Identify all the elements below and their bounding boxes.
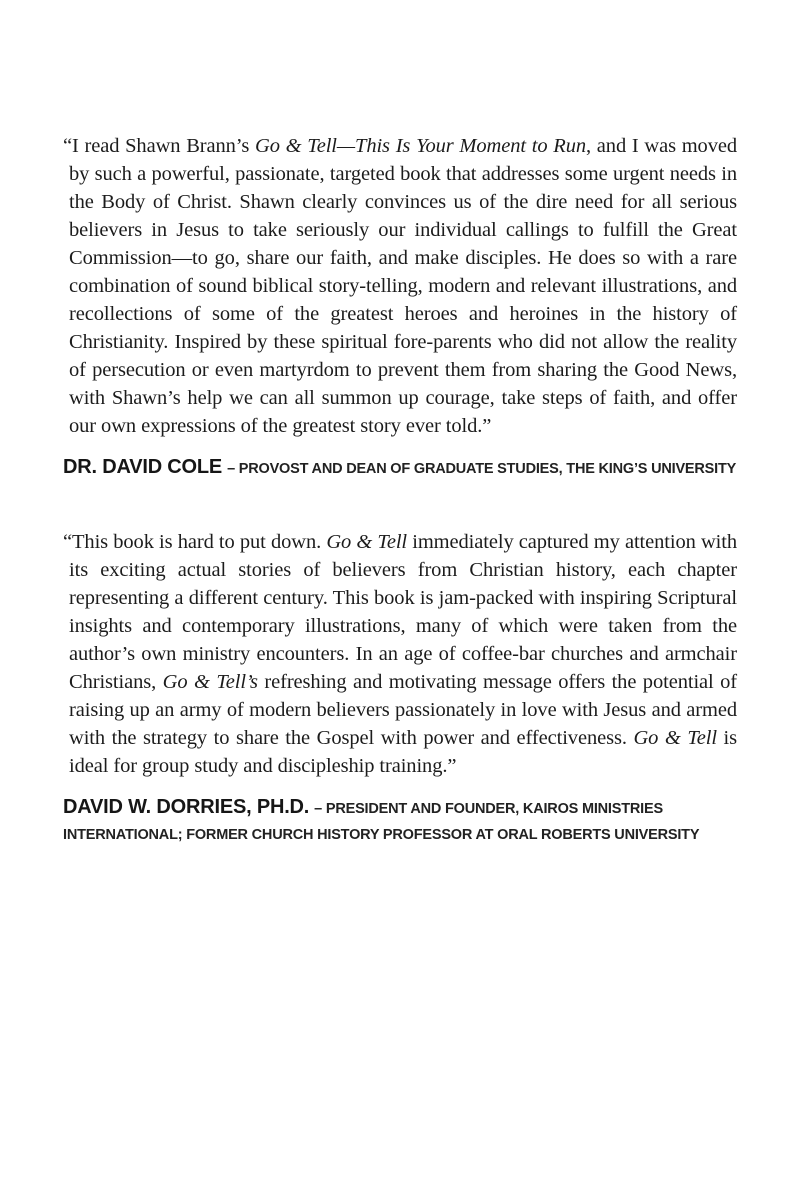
quote-text: “I read Shawn Brann’s [63, 135, 256, 157]
attribution-title-1: – PROVOST AND DEAN OF GRADUATE STUDIES, THE KING’S UNIVERSITY [227, 461, 737, 477]
book-title-italic: Go & Tell [326, 531, 408, 553]
quote-text: refreshing and motivating message offers the potential of raising up an army of modern believers passionately in love with Jesus and armed with the strategy to share the Gospel with power and effectiveness. [69, 671, 737, 749]
quote-text: is ideal for group study and discipleship training.” [69, 727, 737, 777]
attribution-title-2: – PRESIDENT AND FOUNDER, KAIROS MINISTRIES INTERNATIONAL; FORMER CHURCH HISTORY PROFESSOR AT ORAL ROBERTS UNIVERSITY [63, 801, 700, 843]
endorsement-block-1 [63, 132, 737, 482]
attribution-name-2: DAVID W. DORRIES, PH.D. [63, 796, 310, 818]
book-title-italic: Go & Tell [633, 727, 717, 749]
quote-text: “This book is hard to put down. [63, 531, 327, 553]
attribution-1 [63, 455, 737, 482]
endorsement-quote-1 [63, 132, 737, 440]
quote-text: , and I was moved by such a powerful, passionate, targeted book that addresses some urgent needs in the Body of Christ. Shawn clearly convinces us of the dire need for all serious believers in Jesus to take seriously our individual callings to fulfill the Great Commission—to go, share our faith, and make disciples. He does so with a rare combination of sound biblical story-telling, modern and relevant illustrations, and recollections of some of the greatest heroes and heroines in the history of Christianity. Inspired by these spiritual fore-parents who did not allow the reality of persecution or even martyrdom to prevent them from sharing the Good News, with Shawn’s help we can all summon up courage, take steps of faith, and offer our own expressions of the greatest story ever told.” [69, 135, 738, 437]
book-title-italic: Go & Tell’s [162, 671, 258, 693]
book-title-italic: Go & Tell—This Is Your Moment to Run [255, 135, 587, 157]
attribution-2 [63, 795, 737, 848]
endorsement-quote-2 [63, 528, 737, 780]
attribution-name-1: DR. DAVID COLE [63, 456, 223, 478]
endorsement-block-2 [63, 528, 737, 848]
quote-text: immediately captured my attention with its exciting actual stories of believers from Christian history, each chapter representing a different century. This book is jam-packed with inspiring Scriptural insights and contemporary illustrations, many of which were taken from the author’s own ministry encounters. In an age of coffee-bar churches and armchair Christians, [69, 531, 738, 693]
